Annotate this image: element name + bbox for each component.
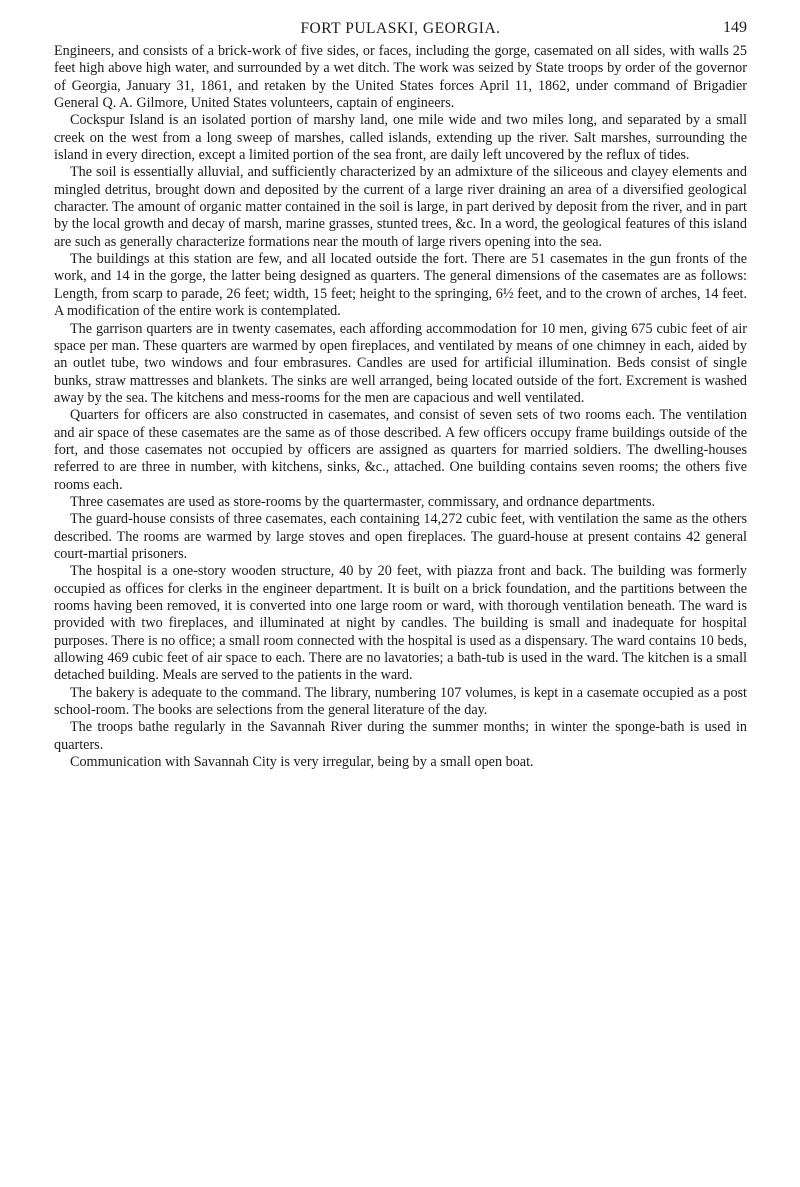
paragraph-bathing: The troops bathe regularly in the Savannah River during the summer months; in winter the sponge-bath is used in quarters. <box>54 719 747 753</box>
paragraph-store-rooms: Three casemates are used as store-rooms by the quartermaster, commissary, and ordnance departments. <box>70 493 656 510</box>
running-title: FORT PULASKI, GEORGIA. <box>300 20 501 37</box>
paragraph-hospital: The hospital is a one-story wooden structure, 40 by 20 feet, with piazza front and back. The building was formerly occupied as offices for clerks in the engineer department. It is built on a brick foundation, and the partitions between the rooms having been removed, it is converted into one large room or ward, with thorough ventilation beneath. The ward is provided with two fireplaces, and illuminated at night by candles. The building is small and inadequate for hospital purposes. There is no office; a small room connected with the hospital is used as a dispensary. The ward contains 10 beds, allowing 469 cubic feet of air space to each. There are no lavatories; a bath-tub is used in the ward. The kitchen is a small detached building. Meals are served to the patients in the ward. <box>54 563 747 684</box>
paragraph-guard-house: The guard-house consists of three casemates, each containing 14,272 cubic feet, with ventilation the same as the others described. The rooms are warmed by large stoves and open fireplaces. The guard-house at present contains 42 general court-martial prisoners. <box>54 511 747 562</box>
paragraph-officers-quarters: Quarters for officers are also constructed in casemates, and consist of seven sets of two rooms each. The ventilation and air space of these casemates are the same as of those described. A few officers occupy frame buildings outside of the fort, and those casemates not occupied by officers are assigned as quarters for married soldiers. The dwelling-houses referred to are three in number, with kitchens, sinks, &c., attached. One building contains seven rooms; the others five rooms each. <box>54 407 747 493</box>
paragraph-bakery-library: The bakery is adequate to the command. The library, numbering 107 volumes, is kept in a casemate occupied as a post school-room. The books are selections from the general literature of the day. <box>54 684 747 719</box>
running-head <box>54 0 747 44</box>
paragraph-soil: The soil is essentially alluvial, and sufficiently characterized by an admixture of the siliceous and clayey elements and mingled detritus, brought down and deposited by the current of a large river draining an area of a diversified geological character. The amount of organic matter contained in the soil is large, in part derived by deposit from the river, and in part by the local growth and decay of marsh, marine grasses, stunted trees, &c. In a word, the geological features of this island are such as generally characterize formations near the mouth of large rivers opening into the sea. <box>54 164 747 250</box>
body-text <box>54 43 747 771</box>
paragraph-cockspur-island: Cockspur Island is an isolated portion of marshy land, one mile wide and two miles long, and separated by a small creek on the west from a long sweep of marshes, called islands, extending up the river. Salt marshes, surrounding the island in every direction, except a limited portion of the sea front, are daily left uncovered by the reflux of tides. <box>54 112 747 164</box>
paragraph-buildings: The buildings at this station are few, and all located outside the fort. There are 51 casemates in the gun fronts of the work, and 14 in the gorge, the latter being designed as quarters. The general dimensions of the casemates are as follows: Length, from scarp to parade, 26 feet; width, 15 feet; height to the springing, 6½ feet, and to the crown of arches, 14 feet. A modification of the entire work is contemplated. <box>54 251 747 320</box>
book-page <box>54 0 747 771</box>
page-number: 149 <box>723 19 747 36</box>
paragraph-continuation: Engineers, and consists of a brick-work of five sides, or faces, including the gorge, casemated on all sides, with walls 25 feet high above high water, and surrounded by a wet ditch. The work was seized by State troops by order of the governor of Georgia, January 31, 1861, and retaken by the United States forces April 11, 1862, under command of Brigadier General Q. A. Gilmore, United States volunteers, captain of engineers. <box>54 43 747 112</box>
paragraph-garrison-quarters: The garrison quarters are in twenty casemates, each affording accommodation for 10 men, giving 675 cubic feet of air space per man. These quarters are warmed by open fireplaces, and ventilated by means of one chimney in each, aided by an outlet tube, two windows and four embrasures. Candles are used for artificial illumination. Beds consist of single bunks, straw mattresses and blankets. The sinks are well arranged, being located outside of the fort. Excrement is washed away by the sea. The kitchens and mess-rooms for the men are capacious and well ventilated. <box>54 320 747 406</box>
paragraph-communication: Communication with Savannah City is very irregular, being by a small open boat. <box>70 754 534 771</box>
